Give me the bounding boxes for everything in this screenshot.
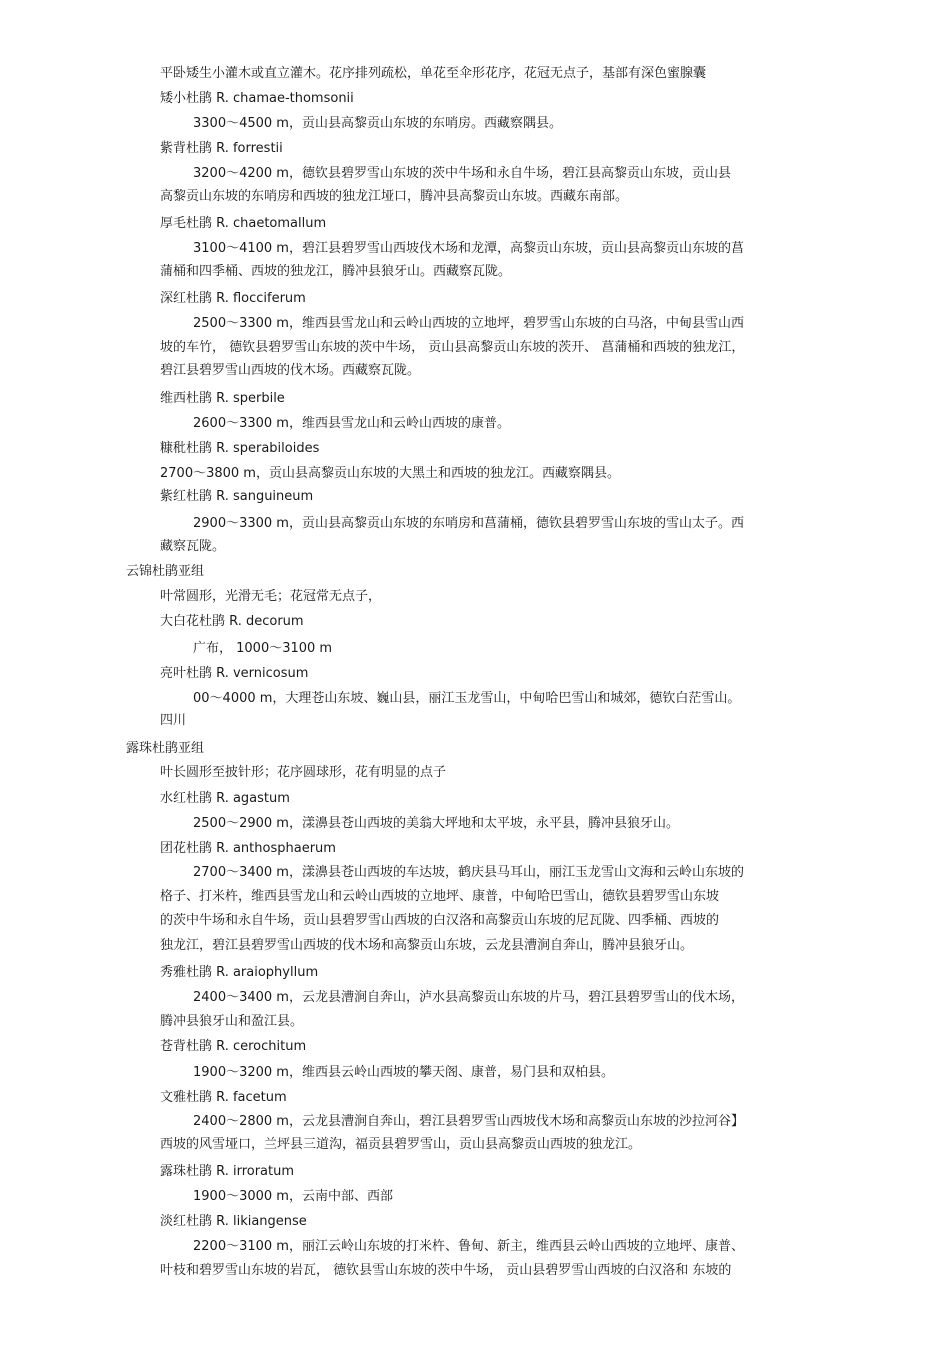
species-heading: 文雅杜鹃 R. facetum xyxy=(160,1090,287,1105)
distribution-line: 叶枝和碧罗雪山东坡的岩瓦， 德钦县雪山东坡的茨中牛场， 贡山县碧罗雪山西坡的白汉洛和 东坡的 xyxy=(160,1263,732,1278)
distribution-line: 2700～3400 m，漾濞县苍山西坡的车达坡，鹤庆县马耳山，丽江玉龙雪山文海和云岭山东坡的 xyxy=(193,865,744,880)
text-line: 平卧矮生小灌木或直立灌木。花序排列疏松，单花至伞形花序，花冠无点子，基部有深色蜜腺囊 xyxy=(160,66,707,81)
distribution-line: 格子、打米杵，维西县雪龙山和云岭山西坡的立地坪、康普，中甸哈巴雪山，德钦县碧罗雪山东坡 xyxy=(160,889,720,904)
species-heading: 糠秕杜鹃 R. sperabiloides xyxy=(160,441,320,456)
species-heading: 矮小杜鹃 R. chamae-thomsonii xyxy=(160,91,354,106)
distribution-line: 3200～4200 m，德钦县碧罗雪山东坡的茨中牛场和永自牛场，碧江县高黎贡山东坡，贡山县 xyxy=(193,166,731,181)
species-heading: 亮叶杜鹃 R. vernicosum xyxy=(160,666,309,681)
distribution-line: 2900～3300 m，贡山县高黎贡山东坡的东哨房和菖蒲桶，德钦县碧罗雪山东坡的雪山太子。西 xyxy=(193,516,744,531)
distribution-line: 藏察瓦陇。 xyxy=(160,539,226,554)
distribution-line: 独龙江，碧江县碧罗雪山西坡的伐木场和高黎贡山东坡，云龙县漕涧自奔山，腾冲县狼牙山。 xyxy=(160,938,694,953)
subgroup-heading: 露珠杜鹃亚组 xyxy=(126,741,205,756)
distribution-line: 蒲桶和四季桶、西坡的独龙江，腾冲县狼牙山。西藏察瓦陇。 xyxy=(160,264,512,279)
species-heading: 苍背杜鹃 R. cerochitum xyxy=(160,1039,307,1054)
distribution-line: 2700～3800 m，贡山县高黎贡山东坡的大黑土和西坡的独龙江。西藏察隅县。 xyxy=(160,466,620,481)
distribution-line: 四川 xyxy=(160,713,187,728)
distribution-line: 的茨中牛场和永自牛场，贡山县碧罗雪山西坡的白汉洛和高黎贡山东坡的尼瓦陇、四季桶、西坡的 xyxy=(160,913,720,928)
species-heading: 团花杜鹃 R. anthosphaerum xyxy=(160,841,336,856)
species-heading: 深红杜鹃 R. flocciferum xyxy=(160,291,306,306)
species-heading: 维西杜鹃 R. sperbile xyxy=(160,391,285,406)
species-heading: 紫背杜鹃 R. forrestii xyxy=(160,141,283,156)
distribution-line: 广布， 1000～3100 m xyxy=(193,641,333,656)
species-heading: 淡红杜鹃 R. likiangense xyxy=(160,1214,307,1229)
distribution-line: 1900～3200 m，维西县云岭山西坡的攀天阁、康普，易门县和双柏县。 xyxy=(193,1065,614,1080)
distribution-line: 2500～3300 m，维西县雪龙山和云岭山西坡的立地坪，碧罗雪山东坡的白马洛，中甸县雪山西 xyxy=(193,316,744,331)
distribution-line: 2600～3300 m，维西县雪龙山和云岭山西坡的康普。 xyxy=(193,416,510,431)
distribution-line: 00～4000 m，大理苍山东坡、巍山县，丽江玉龙雪山，中甸哈巴雪山和城郊，德钦白茫雪山。 xyxy=(193,691,741,706)
species-heading: 厚毛杜鹃 R. chaetomallum xyxy=(160,216,327,231)
subgroup-heading: 云锦杜鹃亚组 xyxy=(126,564,205,579)
distribution-line: 2200～3100 m，丽江云岭山东坡的打米杵、鲁甸、新主，维西县云岭山西坡的立地坪、康普、 xyxy=(193,1239,744,1254)
distribution-line: 3300～4500 m，贡山县高黎贡山东坡的东哨房。西藏察隅县。 xyxy=(193,116,562,131)
distribution-line: 坡的车竹， 德钦县碧罗雪山东坡的茨中牛场， 贡山县高黎贡山东坡的茨开、 菖蒲桶和西坡的独龙江， xyxy=(160,340,745,355)
distribution-line: 2500～2900 m，漾濞县苍山西坡的美翁大坪地和太平坡，永平县，腾冲县狼牙山。 xyxy=(193,816,679,831)
distribution-line: 1900～3000 m，云南中部、西部 xyxy=(193,1189,393,1204)
distribution-line: 2400～2800 m，云龙县漕涧自奔山，碧江县碧罗雪山西坡伐木场和高黎贡山东坡的沙拉河谷】 xyxy=(193,1114,744,1129)
species-heading: 露珠杜鹃 R. irroratum xyxy=(160,1164,295,1179)
distribution-line: 碧江县碧罗雪山西坡的伐木场。西藏察瓦陇。 xyxy=(160,363,421,378)
distribution-line: 高黎贡山东坡的东哨房和西坡的独龙江垭口，腾冲县高黎贡山东坡。西藏东南部。 xyxy=(160,189,629,204)
species-heading: 紫红杜鹃 R. sanguineum xyxy=(160,489,314,504)
species-heading: 秀雅杜鹃 R. araiophyllum xyxy=(160,965,319,980)
distribution-line: 西坡的风雪垭口，兰坪县三道沟，福贡县碧罗雪山，贡山县高黎贡山西坡的独龙江。 xyxy=(160,1137,642,1152)
distribution-line: 2400～3400 m，云龙县漕涧自奔山，泸水县高黎贡山东坡的片马，碧江县碧罗雪山的伐木场， xyxy=(193,990,744,1005)
species-heading: 水红杜鹃 R. agastum xyxy=(160,791,290,806)
distribution-line: 3100～4100 m，碧江县碧罗雪山西坡伐木场和龙潭，高黎贡山东坡，贡山县高黎贡山东坡的菖 xyxy=(193,241,744,256)
species-heading: 大白花杜鹃 R. decorum xyxy=(160,614,304,629)
distribution-line: 腾冲县狼牙山和盈江县。 xyxy=(160,1014,304,1029)
subgroup-description: 叶常圆形，光滑无毛；花冠常无点子， xyxy=(160,589,382,604)
subgroup-description: 叶长圆形至披针形；花序圆球形，花有明显的点子 xyxy=(160,765,447,780)
